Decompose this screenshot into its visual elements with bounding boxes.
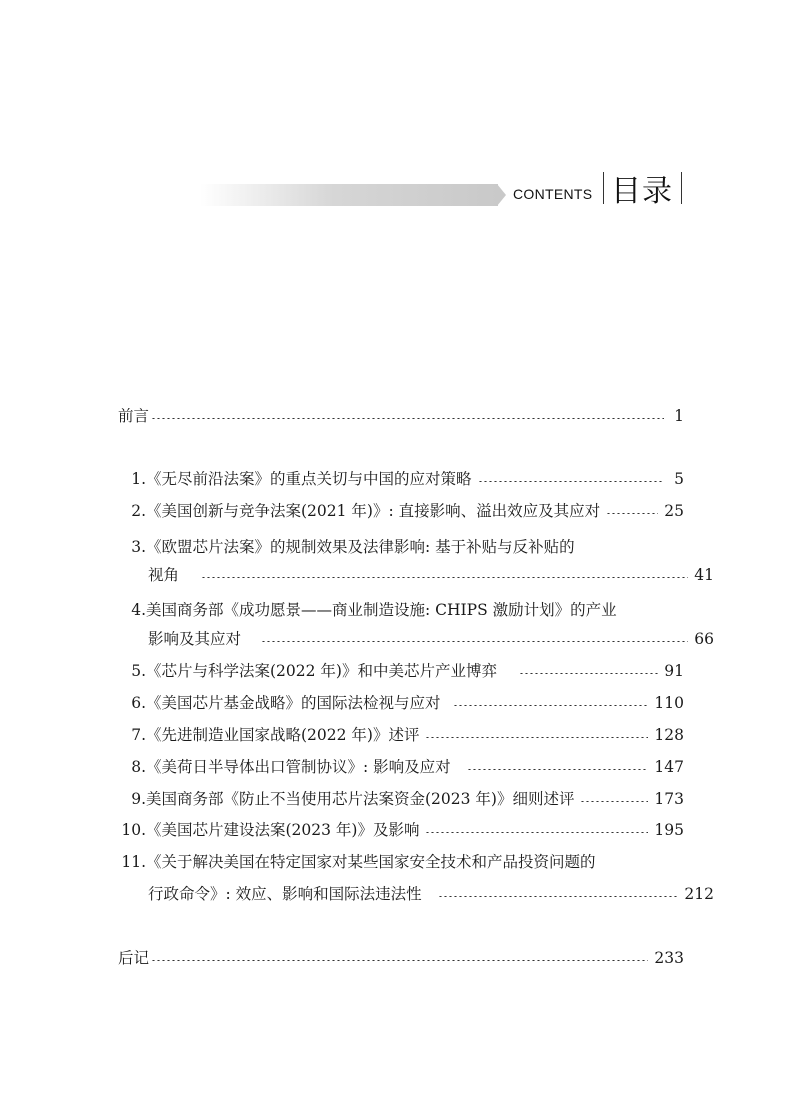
dot-leader [151,960,648,961]
dot-leader [580,801,648,802]
toc-entry-title-continued: 行政命令》: 效应、影响和国际法违法性 [148,885,422,903]
toc-entry-chapter-7[interactable] [118,722,684,748]
header-gradient-bar [200,184,498,206]
toc-entry-title: 《芯片与科学法案(2022 年)》和中美芯片产业博弈 [146,662,497,680]
dot-leader [151,418,664,419]
toc-entry-page: 173 [654,790,684,808]
toc-entry-number: 4. [131,601,146,619]
toc-entry-chapter-3[interactable] [118,534,684,560]
toc-entry-chapter-6[interactable] [118,690,684,716]
toc-entry-title: 前言 [118,407,150,425]
dot-leader [453,705,649,706]
dot-leader [606,513,658,514]
toc-entry-chapter-4[interactable] [118,597,684,623]
toc-entry-title: 《关于解决美国在特定国家对某些国家安全技术和产品投资问题的 [146,853,596,871]
toc-entry-title-continued: 视角 [148,566,180,584]
toc-entry-number: 7. [131,726,146,744]
contents-header [0,0,800,230]
toc-entry-page: 25 [664,502,684,520]
dot-leader [261,641,688,642]
toc-entry-title: 《先进制造业国家战略(2022 年)》述评 [146,726,420,744]
dot-leader [425,832,648,833]
header-divider-left [603,172,604,204]
toc-entry-page: 5 [674,470,684,488]
toc-entry-number: 5. [131,662,146,680]
toc-entry-page: 147 [654,758,684,776]
toc-entry-number: 8. [131,758,146,776]
toc-entry-number: 1. [131,470,146,488]
toc-entry-page: 41 [694,566,714,584]
dot-leader [201,577,688,578]
toc-entry-number: 9. [131,790,146,808]
toc-entry-chapter-2[interactable] [118,498,684,524]
toc-entry-title: 《美国芯片建设法案(2023 年)》及影响 [146,821,420,839]
header-arrow-icon [497,184,506,206]
toc-entry-page: 1 [674,407,684,425]
toc-entry-page: 233 [654,949,684,967]
toc-entry-page: 91 [664,662,684,680]
toc-entry-chapter-5[interactable] [118,658,684,684]
dot-leader [478,481,664,482]
toc-entry-number: 10. [121,821,146,839]
toc-entry-title: 《欧盟芯片法案》的规制效果及法律影响: 基于补贴与反补贴的 [146,538,575,556]
toc-entry-title: 《无尽前沿法案》的重点关切与中国的应对策略 [146,470,472,488]
dot-leader [425,737,648,738]
toc-entry-chapter-11[interactable] [118,849,684,875]
toc-entry-title: 《美荷日半导体出口管制协议》: 影响及应对 [146,758,451,776]
dot-leader [519,673,658,674]
toc-entry-title: 后记 [118,949,150,967]
toc-entry-page: 128 [654,726,684,744]
toc-entry-title: 美国商务部《防止不当使用芯片法案资金(2023 年)》细则述评 [146,790,575,808]
dot-leader [467,769,649,770]
header-divider-right [681,172,682,204]
toc-entry-page: 195 [654,821,684,839]
toc-entry-number: 6. [131,694,146,712]
toc-entry-preface[interactable] [118,403,684,429]
toc-entry-chapter-10[interactable] [118,817,684,843]
toc-entry-chapter-1[interactable] [118,466,684,492]
toc-entry-afterword[interactable] [118,945,684,971]
toc-entry-number: 3. [131,538,146,556]
toc-entry-number: 11. [121,853,146,871]
toc-entry-chapter-8[interactable] [118,754,684,780]
toc-entry-title: 《美国芯片基金战略》的国际法检视与应对 [146,694,441,712]
toc-entry-chapter-4-continued[interactable] [118,626,714,652]
contents-label: CONTENTS [513,186,593,202]
toc-entry-title-continued: 影响及其应对 [148,630,242,648]
toc-entry-page: 66 [694,630,714,648]
toc-entry-title: 《美国创新与竞争法案(2021 年)》: 直接影响、溢出效应及其应对 [146,502,601,520]
toc-entry-title: 美国商务部《成功愿景——商业制造设施: CHIPS 激励计划》的产业 [146,601,617,619]
toc-entry-chapter-3-continued[interactable] [118,562,714,588]
toc-entry-chapter-9[interactable] [118,786,684,812]
toc-entry-number: 2. [131,502,146,520]
page-title: 目录 [611,174,673,209]
toc-entry-page: 110 [654,694,684,712]
toc-entry-page: 212 [684,885,714,903]
toc-entry-chapter-11-continued[interactable] [118,881,714,907]
dot-leader [438,896,679,897]
